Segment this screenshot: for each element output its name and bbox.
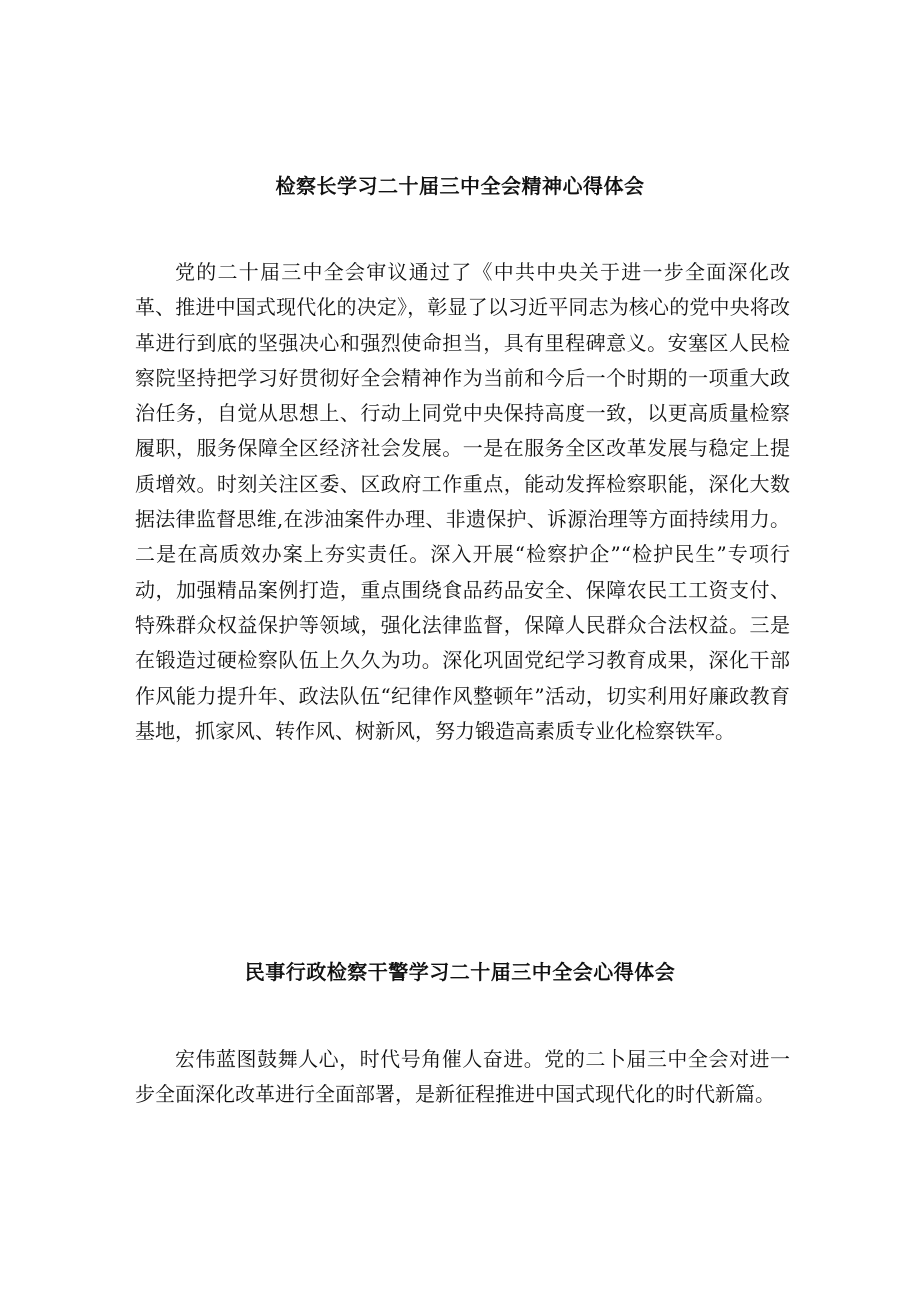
section-title-1: 检察长学习二十届三中全会精神心得体会 [275, 174, 645, 198]
section-paragraph-2: 宏伟蓝图鼓舞人心，时代号角催人奋进。党的二卜届三中全会对进一步全面深化改革进行全面部署，是新征程推进中国式现代化的时代新篇。 [135, 1047, 790, 1107]
section-title-2: 民事行政检察干警学习二十届三中全会心得体会 [244, 960, 676, 984]
section-paragraph-1: 党的二十届三中全会审议通过了《中共中央关于进一步全面深化改革、推进中国式现代化的决定》，彰显了以习近平同志为核心的党中央将改革进行到底的坚强决心和强烈使命担当，具有里程碑意义。安塞区人民检察院坚持把学习好贯彻好全会精神作为当前和今后一个时期的一项重大政治任务，自觉从思想上、行动上同党中央保持高度一致，以更高质量检察履职，服务保障全区经济社会发展。一是在服务全区改革发展与稳定上提质增效。时刻关注区委、区政府工作重点，能动发挥检察职能，深化大数据法律监督思维,在涉油案件办理、非遗保护、诉源治理等方面持续用力。二是在高质效办案上夯实责任。深入开展“检察护企”“检护民生”专项行动，加强精品案例打造，重点围绕食品药品安全、保障农民工工资支付、特殊群众权益保护等领域，强化法律监督，保障人民群众合法权益。三是在锻造过硬检察队伍上久久为功。深化巩固党纪学习教育成果，深化干部作风能力提升年、政法队伍“纪律作风整顿年”活动，切实利用好廉政教育基地，抓家风、转作风、树新风，努力锻造高素质专业化检察铁军。 [135, 260, 790, 743]
